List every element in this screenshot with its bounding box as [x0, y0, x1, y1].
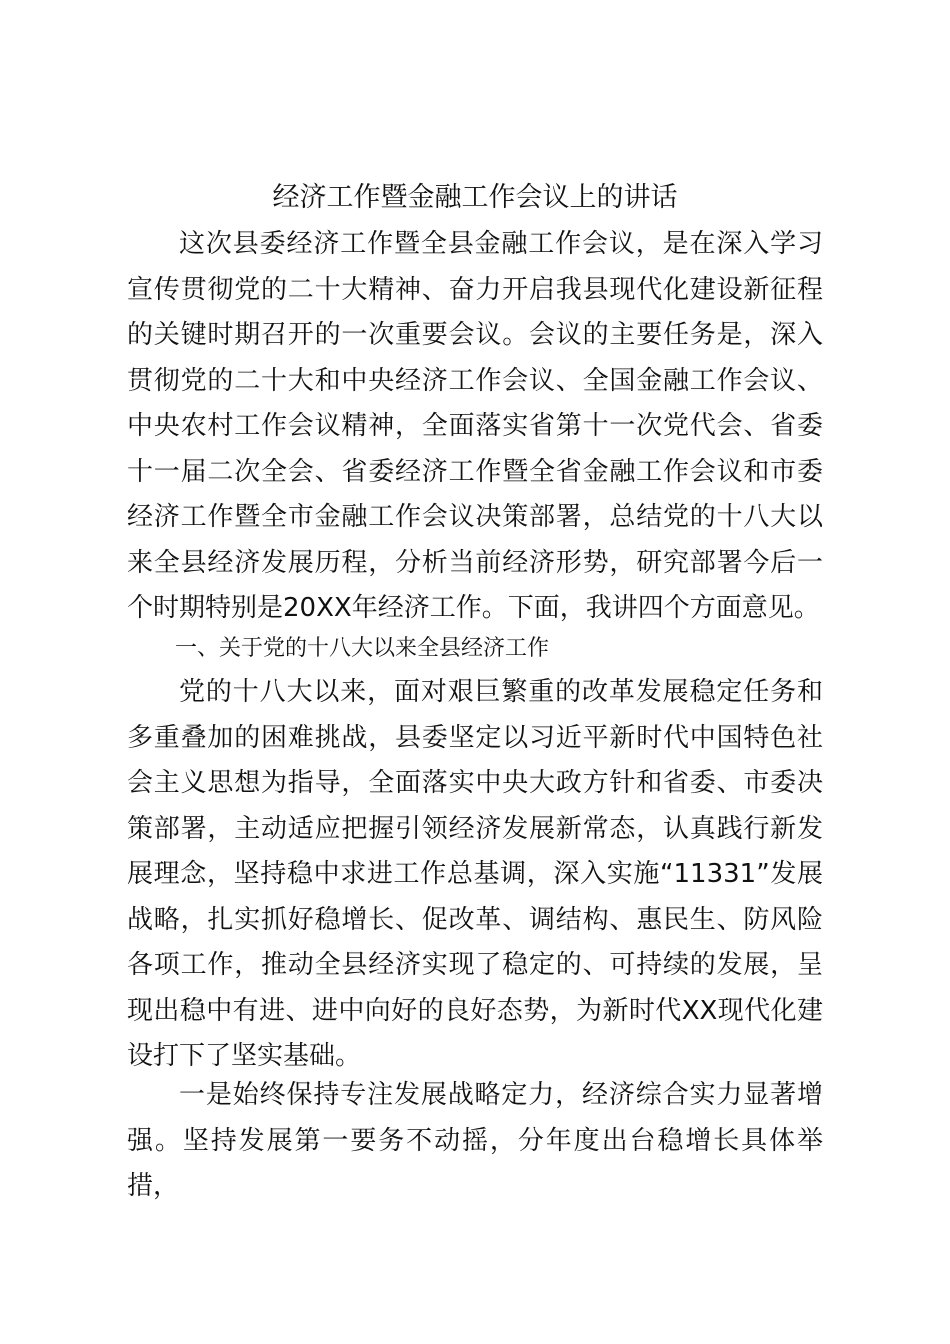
- paragraph-review: 党的十八大以来，面对艰巨繁重的改革发展稳定任务和多重叠加的困难挑战，县委坚定以习近平新时代中国特色社会主义思想为指导，全面落实中央大政方针和省委、市委决策部署，主动适应把握引领经济发展新常态，认真践行新发展理念，坚持稳中求进工作总基调，深入实施“11331”发展战略，扎实抓好稳增长、促改革、调结构、惠民生、防风险各项工作，推动全县经济实现了稳定的、可持续的发展，呈现出稳中有进、进中向好的良好态势，为新时代XX现代化建设打下了坚实基础。: [127, 677, 823, 1071]
- document-title: 经济工作暨金融工作会议上的讲话: [272, 182, 678, 213]
- paragraph-intro: 这次县委经济工作暨全县金融工作会议，是在深入学习宣传贯彻党的二十大精神、奋力开启我县现代化建设新征程的关键时期召开的一次重要会议。会议的主要任务是，深入贯彻党的二十大和中央经济工作会议、全国金融工作会议、中央农村工作会议精神，全面落实省第十一次党代会、省委十一届二次全会、省委经济工作暨全省金融工作会议和市委经济工作暨全市金融工作会议决策部署，总结党的十八大以来全县经济发展历程，分析当前经济形势，研究部署今后一个时期特别是20XX年经济工作。下面，我讲四个方面意见。: [127, 229, 823, 623]
- section-heading: 一、关于党的十八大以来全县经济工作: [175, 636, 550, 661]
- paragraph-point-one: 一是始终保持专注发展战略定力，经济综合实力显著增强。坚持发展第一要务不动摇，分年度出台稳增长具体举措，: [127, 1080, 823, 1201]
